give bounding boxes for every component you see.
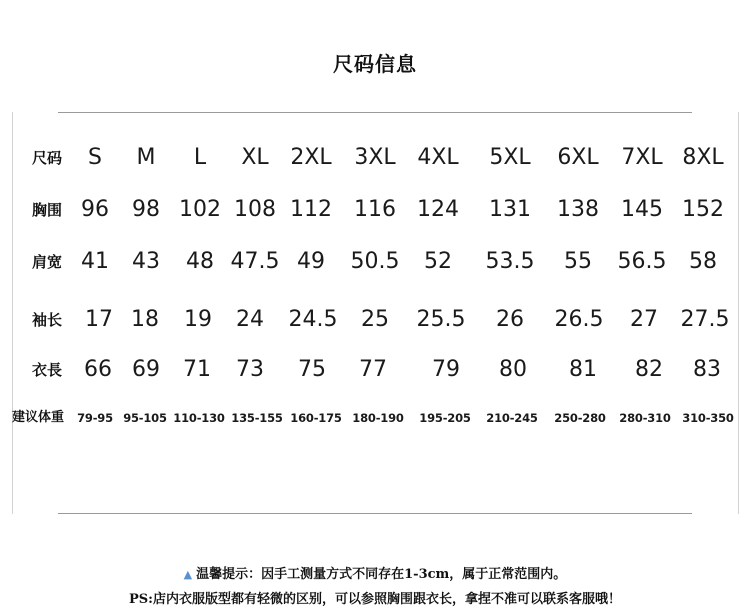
cell-4xl: 195-205	[419, 411, 471, 425]
cell-6xl: 26.5	[554, 307, 604, 332]
cell-l: 19	[184, 307, 212, 332]
row-length	[0, 355, 750, 385]
cell-4xl: 52	[424, 249, 452, 274]
tip-text: 温馨提示：因手工测量方式不同存在1-3cm，属于正常范围内。	[196, 567, 567, 582]
cell-6xl: 250-280	[554, 411, 606, 425]
cell-xl: 73	[236, 357, 264, 382]
cell-5xl: 26	[496, 307, 524, 332]
cell-l: 110-130	[173, 411, 225, 425]
row-label: 肩宽	[32, 253, 63, 271]
cell-s: 79-95	[77, 411, 113, 425]
cell-2xl: 75	[298, 357, 326, 382]
cell-8xl: 58	[689, 249, 717, 274]
cell-8xl: 27.5	[680, 307, 730, 332]
row-size	[0, 143, 750, 173]
cell-l: 102	[179, 197, 221, 222]
triangle-icon: ▲	[183, 568, 193, 581]
cell-6xl: 81	[569, 357, 597, 382]
cell-s: 96	[81, 197, 109, 222]
cell-7xl: 82	[635, 357, 663, 382]
row-label: 胸围	[32, 201, 63, 219]
cell-m: M	[136, 145, 156, 170]
row-weight	[0, 403, 750, 433]
cell-2xl: 2XL	[290, 145, 332, 170]
cell-s: 17	[85, 307, 113, 332]
cell-4xl: 79	[432, 357, 460, 382]
cell-xl: 47.5	[230, 249, 280, 274]
cell-8xl: 8XL	[682, 145, 724, 170]
cell-5xl: 53.5	[485, 249, 535, 274]
row-chest	[0, 195, 750, 225]
cell-xl: XL	[241, 145, 269, 170]
cell-m: 69	[132, 357, 160, 382]
cell-4xl: 25.5	[416, 307, 466, 332]
cell-3xl: 50.5	[350, 249, 400, 274]
cell-3xl: 77	[359, 357, 387, 382]
cell-6xl: 138	[557, 197, 599, 222]
page-title: 尺码信息	[333, 52, 417, 76]
cell-m: 18	[131, 307, 159, 332]
cell-m: 98	[132, 197, 160, 222]
cell-2xl: 112	[290, 197, 332, 222]
cell-3xl: 180-190	[352, 411, 404, 425]
cell-l: 48	[186, 249, 214, 274]
cell-7xl: 7XL	[621, 145, 663, 170]
cell-2xl: 24.5	[288, 307, 338, 332]
top-divider	[58, 112, 692, 113]
cell-2xl: 160-175	[290, 411, 342, 425]
cell-8xl: 310-350	[682, 411, 734, 425]
cell-xl: 24	[236, 307, 264, 332]
cell-l: L	[193, 145, 207, 170]
row-label: 建议体重	[12, 410, 65, 425]
cell-m: 43	[132, 249, 160, 274]
cell-7xl: 145	[621, 197, 663, 222]
row-label: 袖长	[32, 311, 63, 329]
cell-6xl: 55	[564, 249, 592, 274]
cell-s: 41	[81, 249, 109, 274]
cell-4xl: 4XL	[417, 145, 459, 170]
cell-xl: 108	[234, 197, 276, 222]
cell-l: 71	[183, 357, 211, 382]
cell-2xl: 49	[297, 249, 325, 274]
ps-note: PS:店内衣服版型都有轻微的区别，可以参照胸围跟衣长，拿捏不准可以联系客服哦！	[129, 592, 621, 607]
cell-7xl: 27	[630, 307, 658, 332]
cell-8xl: 83	[693, 357, 721, 382]
cell-3xl: 116	[354, 197, 396, 222]
cell-3xl: 25	[361, 307, 389, 332]
row-shoulder	[0, 247, 750, 277]
row-sleeve	[0, 305, 750, 335]
cell-4xl: 124	[417, 197, 459, 222]
cell-m: 95-105	[123, 411, 167, 425]
cell-5xl: 210-245	[486, 411, 538, 425]
bottom-divider	[58, 513, 692, 514]
cell-s: S	[88, 145, 102, 170]
row-label: 衣長	[32, 361, 63, 379]
cell-xl: 135-155	[231, 411, 283, 425]
tip-note	[0, 563, 750, 582]
cell-3xl: 3XL	[354, 145, 396, 170]
cell-7xl: 280-310	[619, 411, 671, 425]
row-label: 尺码	[32, 149, 63, 167]
cell-6xl: 6XL	[557, 145, 599, 170]
cell-5xl: 80	[499, 357, 527, 382]
cell-7xl: 56.5	[617, 249, 667, 274]
cell-5xl: 5XL	[489, 145, 531, 170]
cell-s: 66	[84, 357, 112, 382]
cell-8xl: 152	[682, 197, 724, 222]
cell-5xl: 131	[489, 197, 531, 222]
